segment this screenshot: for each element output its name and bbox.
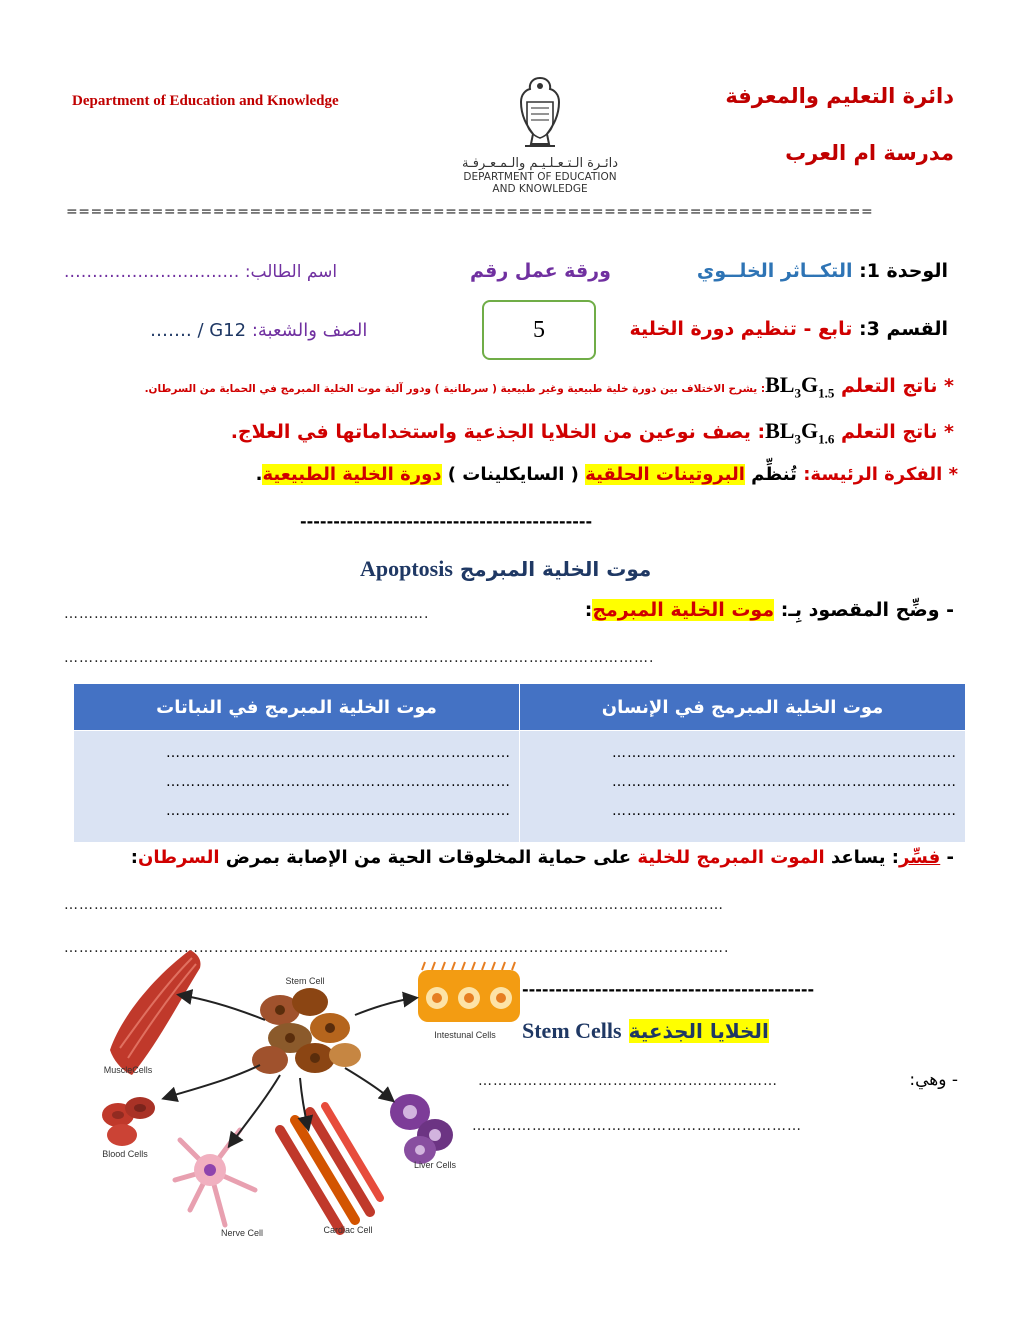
liver-cells-icon: [390, 1094, 453, 1164]
intestinal-cells-icon: [418, 962, 520, 1022]
unit-value: التكــاثر الخلــوي: [696, 260, 853, 282]
unit-label: الوحدة 1:: [859, 260, 948, 282]
stem-cell-cluster-icon: [252, 988, 361, 1074]
stem-cells-title: [522, 1018, 769, 1044]
outcome-2-code: $BL_3G_{1.6}$: [765, 418, 835, 447]
outcome-1-prefix: * ناتج التعلم: [840, 375, 954, 397]
logo-text-ar: دائـرة الـتـعـلـيـم والـمـعـرفـة: [462, 156, 618, 171]
q1-answer-line-2[interactable]: ……………………………………………………………………………………………………….: [64, 650, 655, 666]
table-header-human: موت الخلية المبرمج في الإنسان: [520, 684, 966, 731]
apoptosis-title: [360, 556, 651, 582]
section-divider-2: --------------------------------------------: [522, 980, 815, 999]
student-name-label: اسم الطالب:: [244, 262, 338, 282]
apoptosis-title-en: Apoptosis: [360, 556, 453, 581]
q2-answer-line-1[interactable]: ……………………………………………………………………………………………………………………: [64, 897, 724, 913]
class-line: [150, 320, 367, 341]
main-idea-cyclins: ( السايكلينات ): [447, 464, 579, 485]
dek-logo: [460, 72, 620, 195]
dept-name-ar: دائرة التعليم والمعرفة: [725, 84, 954, 108]
outcome-1-text: : يشرح الاختلاف بين دورة خلية طبيعية وغير طبيعية ( سرطانية ) ودور آلية موت الخلية المبرمج في الحماية من السرطان.: [144, 383, 766, 395]
section-divider-1: --------------------------------------------: [300, 512, 593, 531]
worksheet-number-box: 5: [482, 300, 596, 360]
muscle-cell-icon: [110, 950, 201, 1075]
nerve-cell-icon: [175, 1130, 255, 1225]
stem-cells-title-ar: الخلايا الجذعية: [628, 1019, 769, 1043]
main-idea-label: * الفكرة الرئيسة:: [803, 464, 958, 485]
label-liver-cells: Liver Cells: [413, 1160, 457, 1170]
stem-q-label: - وهي:: [909, 1070, 958, 1090]
student-name-field[interactable]: ………………………….: [64, 262, 240, 282]
main-idea-verb: تُنظِّم: [751, 464, 797, 485]
label-intestinal-cells: Intestunal Cells: [434, 1030, 496, 1040]
section-label: القسم 3:: [858, 318, 948, 340]
stem-answer-line-2[interactable]: …………………………………………………………: [472, 1118, 802, 1134]
q1-answer-line-1[interactable]: ……………………………………………………………….: [64, 606, 430, 622]
stem-answer-line-1[interactable]: ……………………………………………………: [478, 1073, 778, 1089]
stem-cells-title-en: Stem Cells: [522, 1018, 622, 1043]
blood-cells-icon: [102, 1097, 155, 1146]
class-field[interactable]: ……. / G12: [150, 320, 247, 341]
logo-text-en-1: DEPARTMENT OF EDUCATION: [463, 171, 617, 183]
cardiac-cell-icon: [280, 1106, 380, 1230]
table-cell-human[interactable]: …………………………………………………………… …………………………………………………………… ……………………………………………………………: [520, 731, 966, 843]
label-nerve-cell: Nerve Cell: [220, 1228, 264, 1238]
worksheet-label: ورقة عمل رقم: [470, 260, 611, 282]
falcon-emblem-icon: [515, 72, 565, 152]
main-idea: * الفكرة الرئيسة: تُنظِّم البروتينات الحلقية ( السايكلينات ) دورة الخلية الطبيعية.: [255, 464, 958, 485]
main-idea-proteins: البروتينات الحلقية: [585, 464, 745, 485]
label-stem-cell: Stem Cell: [285, 976, 325, 986]
dept-name-en: Department of Education and Knowledge: [72, 93, 339, 109]
class-label: الصف والشعبة:: [251, 320, 368, 341]
q2-line: - فسِّر: يساعد الموت المبرمج للخلية على حماية المخلوقات الحية من الإصابة بمرض السرطان:: [130, 847, 954, 868]
table-header-plants: موت الخلية المبرمج في النباتات: [74, 684, 520, 731]
q1-line: - وضِّح المقصود بِـ: موت الخلية المبرمج:: [584, 599, 954, 621]
outcome-1-code: $BL_3G_{1.5}$: [765, 372, 835, 401]
label-muscle-cells: MuscleCells: [103, 1065, 153, 1075]
header-separator: ==================================================================: [66, 204, 874, 220]
stem-cell-diagram: [80, 940, 530, 1250]
outcome-1: [145, 372, 954, 401]
logo-text-en-2: AND KNOWLEDGE: [492, 183, 588, 195]
outcome-2: [231, 418, 954, 447]
unit-line: [697, 260, 948, 282]
table-cell-plants[interactable]: …………………………………………………………… …………………………………………………………… ……………………………………………………………: [74, 731, 520, 843]
main-idea-cell-cycle: دورة الخلية الطبيعية: [262, 464, 442, 485]
school-name: مدرسة ام العرب: [785, 141, 954, 165]
section-value: تابع - تنظيم دورة الخلية: [629, 318, 853, 340]
q2-answer-line-2[interactable]: …………………………………………………………………………………………………………………….: [64, 940, 730, 956]
apoptosis-compare-table: [73, 683, 966, 843]
section-line: [629, 318, 948, 340]
q1-prefix: - وضِّح المقصود بِـ:: [780, 599, 954, 621]
q1-term: موت الخلية المبرمج: [592, 599, 775, 621]
apoptosis-title-ar: موت الخلية المبرمج: [459, 557, 652, 581]
q2-apoptosis: الموت المبرمج للخلية: [637, 847, 825, 868]
label-blood-cells: Blood Cells: [102, 1149, 148, 1159]
q2-cancer: السرطان: [137, 847, 220, 868]
student-name-line: [64, 262, 337, 282]
q2-verb: فسِّر: [898, 847, 941, 868]
outcome-2-text: : يصف نوعين من الخلايا الجذعية واستخداماتها في العلاج.: [230, 421, 766, 443]
outcome-2-prefix: * ناتج التعلم: [840, 421, 954, 443]
label-cardiac-cell: Cardiac Cell: [323, 1225, 373, 1235]
